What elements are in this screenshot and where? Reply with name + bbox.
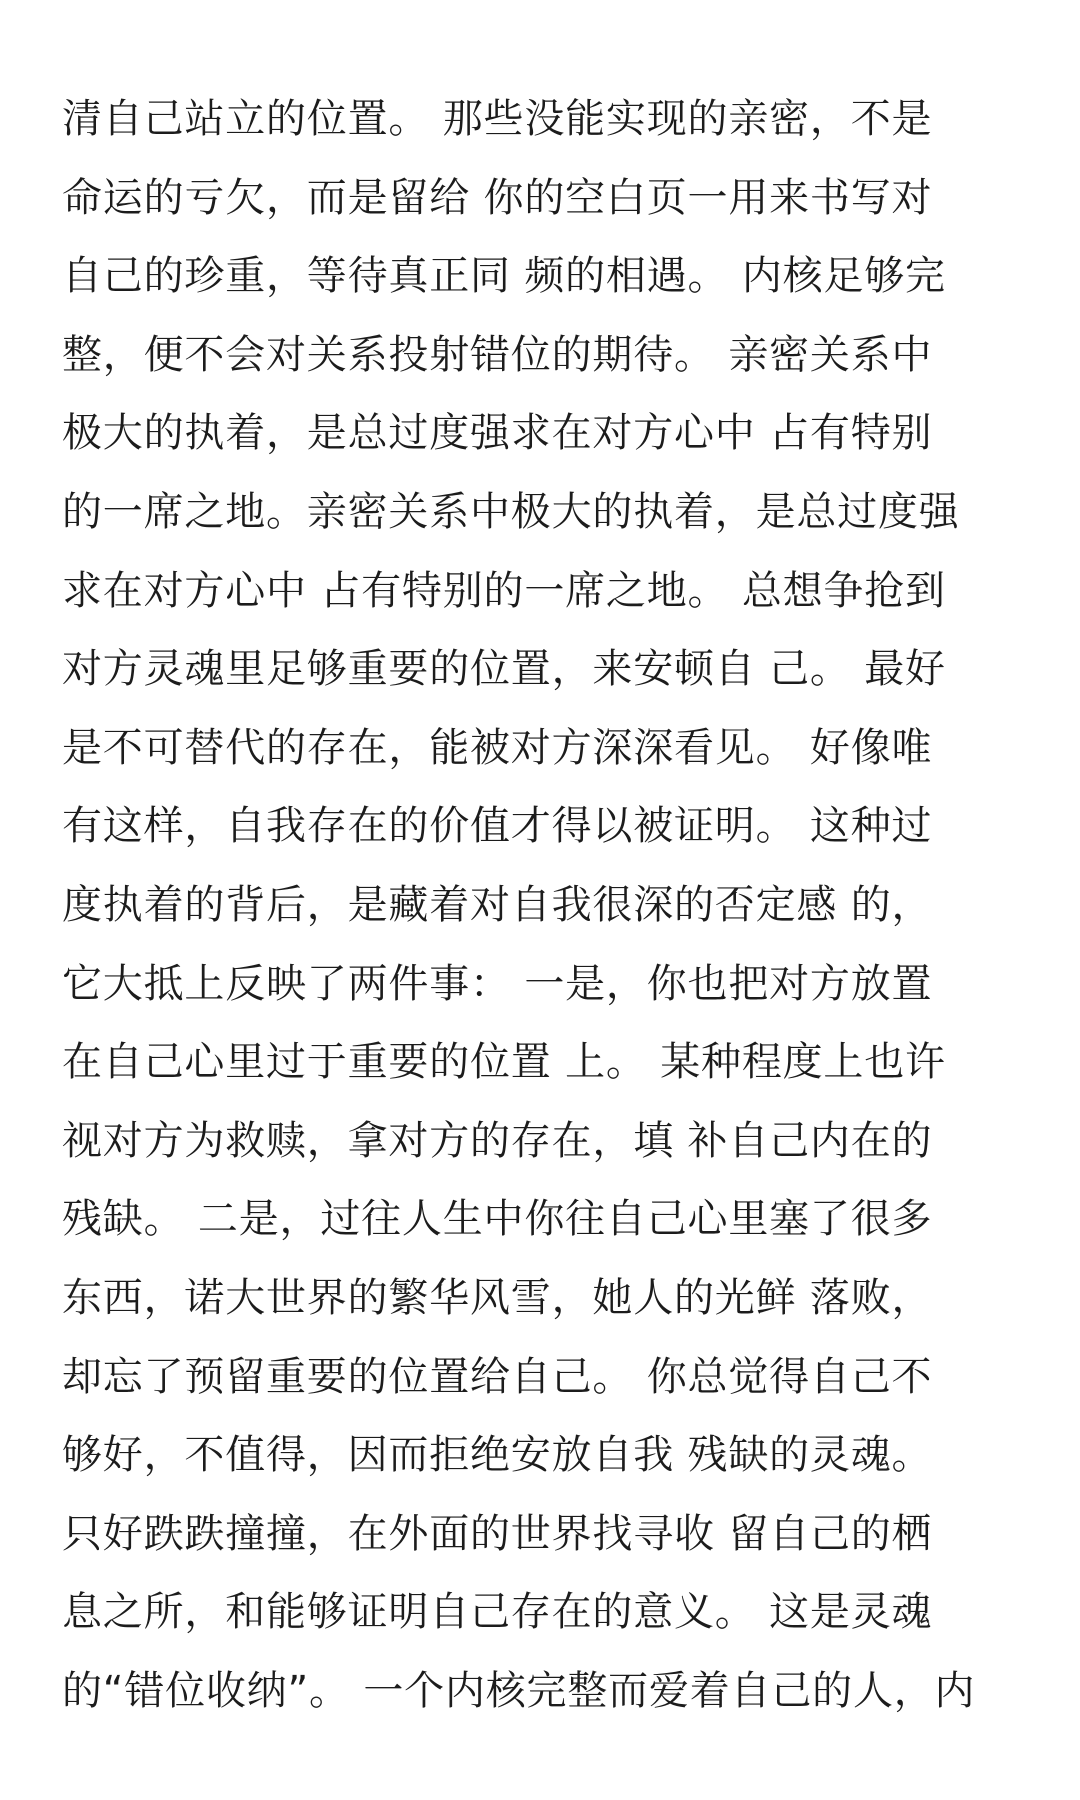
- text-line: 自己的珍重，等待真正同 频的相遇。 内核足够完: [62, 253, 946, 300]
- article-text: [62, 80, 1042, 1730]
- text-line: 求在对方心中 占有特别的一席之地。 总想争抢到: [62, 567, 946, 614]
- text-line: 息之所，和能够证明自己存在的意义。 这是灵魂: [62, 1589, 933, 1636]
- text-line: 对方灵魂里足够重要的位置，来安顿自 己。 最好: [62, 646, 946, 693]
- text-line: 视对方为救赎，拿对方的存在，填 补自己内在的: [62, 1117, 933, 1164]
- text-line: 的“错位收纳”。 一个内核完整而爱着自己的人，内: [62, 1667, 976, 1714]
- text-line: 残缺。 二是，过往人生中你往自己心里塞了很多: [62, 1196, 933, 1243]
- text-line: 是不可替代的存在，能被对方深深看见。 好像唯: [62, 724, 933, 771]
- text-line: 在自己心里过于重要的位置 上。 某种程度上也许: [62, 1039, 946, 1086]
- text-line: 命运的亏欠，而是留给 你的空白页一用来书写对: [62, 174, 933, 221]
- text-line: 度执着的背后，是藏着对自我很深的否定感 的，: [62, 881, 933, 928]
- text-line: 它大抵上反映了两件事： 一是，你也把对方放置: [62, 960, 933, 1007]
- text-line: 只好跌跌撞撞，在外面的世界找寻收 留自己的栖: [62, 1510, 933, 1557]
- text-line: 却忘了预留重要的位置给自己。 你总觉得自己不: [62, 1353, 933, 1400]
- text-line: 整，便不会对关系投射错位的期待。 亲密关系中: [62, 331, 933, 378]
- text-line: 有这样，自我存在的价值才得以被证明。 这种过: [62, 803, 933, 850]
- text-line: 够好，不值得，因而拒绝安放自我 残缺的灵魂。: [62, 1432, 933, 1479]
- text-line: 极大的执着，是总过度强求在对方心中 占有特别: [62, 410, 933, 457]
- text-line: 的一席之地。亲密关系中极大的执着，是总过度强: [62, 488, 960, 535]
- text-line: 东西，诺大世界的繁华风雪，她人的光鲜 落败，: [62, 1274, 933, 1321]
- text-line: 清自己站立的位置。 那些没能实现的亲密，不是: [62, 96, 933, 142]
